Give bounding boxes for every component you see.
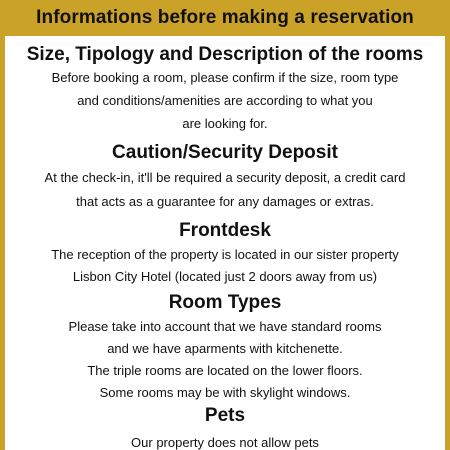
section-text-line: and conditions/amenities are according to what you [77, 93, 373, 108]
section-text-line: that acts as a guarantee for any damages or extras. [76, 194, 374, 209]
section-title-caution-deposit: Caution/Security Deposit [112, 142, 338, 163]
section-text-line: Our property does not allow pets [131, 435, 319, 450]
section-title-frontdesk: Frontdesk [179, 220, 271, 241]
section-text-line: Some rooms may be with skylight windows. [99, 385, 351, 400]
section-text-line: and we have aparments with kitchenette. [107, 341, 343, 356]
section-text-line: are looking for. [182, 116, 268, 131]
section-title-size-tipology: Size, Tipology and Description of the rooms [26, 44, 424, 65]
section-title-room-types: Room Types [168, 292, 282, 313]
header-bar [0, 0, 450, 36]
section-text-line: Please take into account that we have standard rooms [68, 319, 382, 334]
section-text-line: The triple rooms are located on the lower floors. [87, 363, 363, 378]
section-text-line: At the check-in, it'll be required a security deposit, a credit card [44, 170, 406, 185]
section-text-line: Before booking a room, please confirm if the size, room type [51, 70, 399, 85]
section-title-pets: Pets [204, 405, 246, 426]
section-text-line: The reception of the property is located in our sister property [51, 247, 399, 262]
page-title: Informations before making a reservation [36, 7, 414, 28]
section-text-line: Lisbon City Hotel (located just 2 doors away from us) [72, 269, 378, 284]
info-panel [5, 36, 445, 450]
